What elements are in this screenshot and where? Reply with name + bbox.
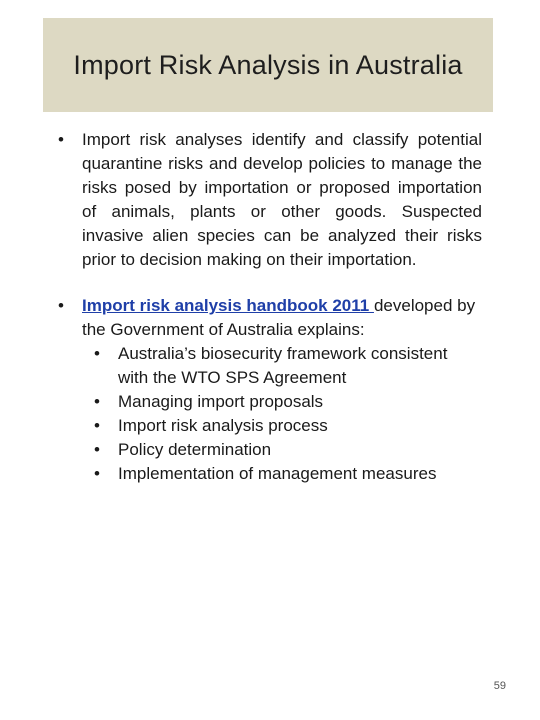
sub-bullet-text: Policy determination bbox=[118, 440, 272, 459]
bullet-text: developed by the Government of Australia explains: bbox=[82, 296, 476, 339]
sub-bullet-item bbox=[90, 414, 482, 438]
slide-body bbox=[54, 128, 482, 486]
sub-bullet-text: Implementation of management measures bbox=[118, 464, 437, 483]
bullet-dot: • bbox=[58, 296, 64, 315]
sub-bullet-item bbox=[90, 390, 482, 414]
sub-bullet-text: Import risk analysis process bbox=[118, 416, 328, 435]
sub-bullet-text: Australia’s biosecurity framework consistent with the WTO SPS Agreement bbox=[118, 344, 448, 387]
bullet-item bbox=[54, 128, 482, 272]
title-banner bbox=[43, 18, 493, 112]
sub-bullet-item bbox=[90, 342, 482, 390]
bullet-text: Import risk analyses identify and classify potential quarantine risks and develop policies to manage the risks posed by importation or proposed importation of animals, plants or other goods. Suspected invasive alien species can be analyzed their risks prior to decision making on their importation. bbox=[82, 130, 482, 269]
handbook-link[interactable]: Import risk analysis handbook 2011 bbox=[82, 296, 374, 315]
bullet-dot: • bbox=[94, 392, 100, 411]
sub-bullet-list bbox=[54, 342, 482, 486]
bullet-dot: • bbox=[94, 416, 100, 435]
slide-title: Import Risk Analysis in Australia bbox=[73, 49, 463, 80]
sub-bullet-text: Managing import proposals bbox=[118, 392, 324, 411]
bullet-dot: • bbox=[58, 130, 64, 149]
bullet-item bbox=[54, 294, 482, 342]
page-number: 59 bbox=[493, 680, 506, 692]
sub-bullet-item bbox=[90, 438, 482, 462]
sub-bullet-item bbox=[90, 462, 482, 486]
bullet-dot: • bbox=[94, 464, 100, 483]
bullet-dot: • bbox=[94, 440, 100, 459]
bullet-dot: • bbox=[94, 344, 100, 363]
